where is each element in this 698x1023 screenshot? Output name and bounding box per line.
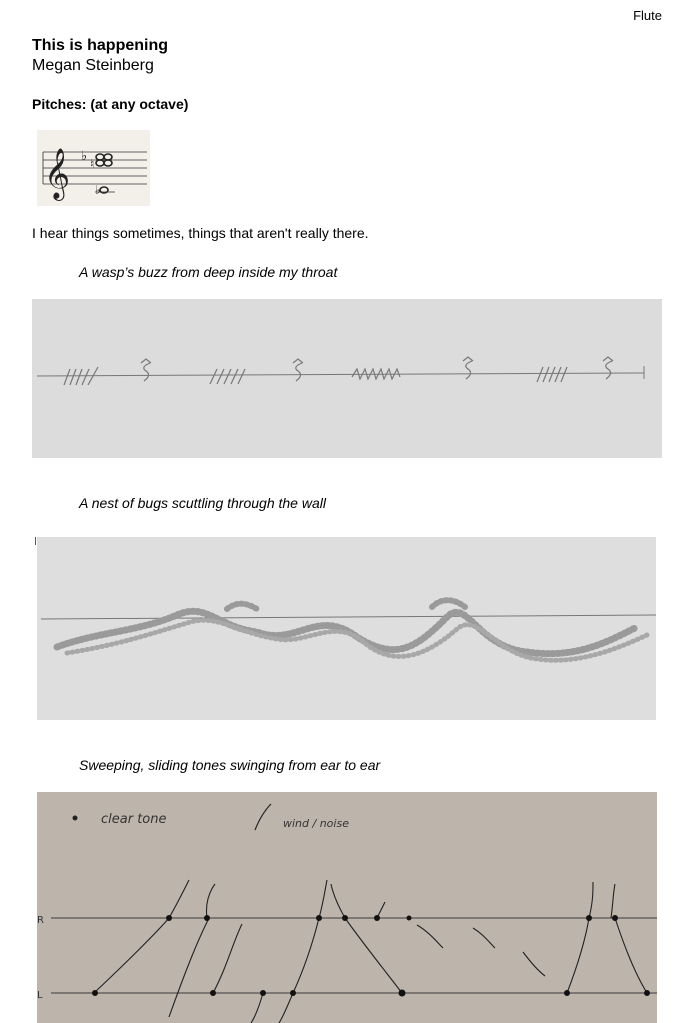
bugs-scuttling-notation-image (37, 537, 656, 720)
pitch-staff-image (37, 130, 150, 206)
treble-clef-icon: 𝄞 (44, 148, 71, 199)
flat-icon: ♭ (81, 149, 88, 164)
corner-mark (35, 537, 36, 545)
piece-title: This is happening (32, 37, 169, 54)
legend-wind-noise: wind / noise (283, 817, 349, 830)
instrument-label: Flute (633, 8, 662, 23)
section-caption-bugs: A nest of bugs scuttling through the wall (79, 495, 326, 511)
legend-dot-icon (73, 816, 78, 821)
composer-name: Megan Steinberg (32, 57, 154, 74)
gesture-lines (95, 880, 647, 1023)
svg-text:L: L (37, 990, 43, 1001)
natural-icon: ♮ (90, 157, 95, 171)
wasp-buzz-notation-image (32, 299, 662, 458)
flat-icon: ♭ (95, 183, 101, 197)
slash-group-2 (210, 369, 245, 384)
sliding-tones-notation-image (37, 792, 657, 1023)
slash-group-3 (537, 367, 567, 382)
pitches-heading: Pitches: (at any octave) (32, 96, 189, 112)
legend-slash-icon (255, 804, 271, 830)
section-caption-sweeping: Sweeping, sliding tones swinging from ear to ear (79, 757, 381, 773)
legend-clear-tone: clear tone (101, 812, 167, 827)
section-caption-wasp: A wasp’s buzz from deep inside my throat (79, 264, 338, 280)
svg-text:R: R (37, 915, 44, 926)
note-dots (92, 915, 650, 997)
intro-text: I hear things sometimes, things that aren't really there. (32, 225, 369, 241)
